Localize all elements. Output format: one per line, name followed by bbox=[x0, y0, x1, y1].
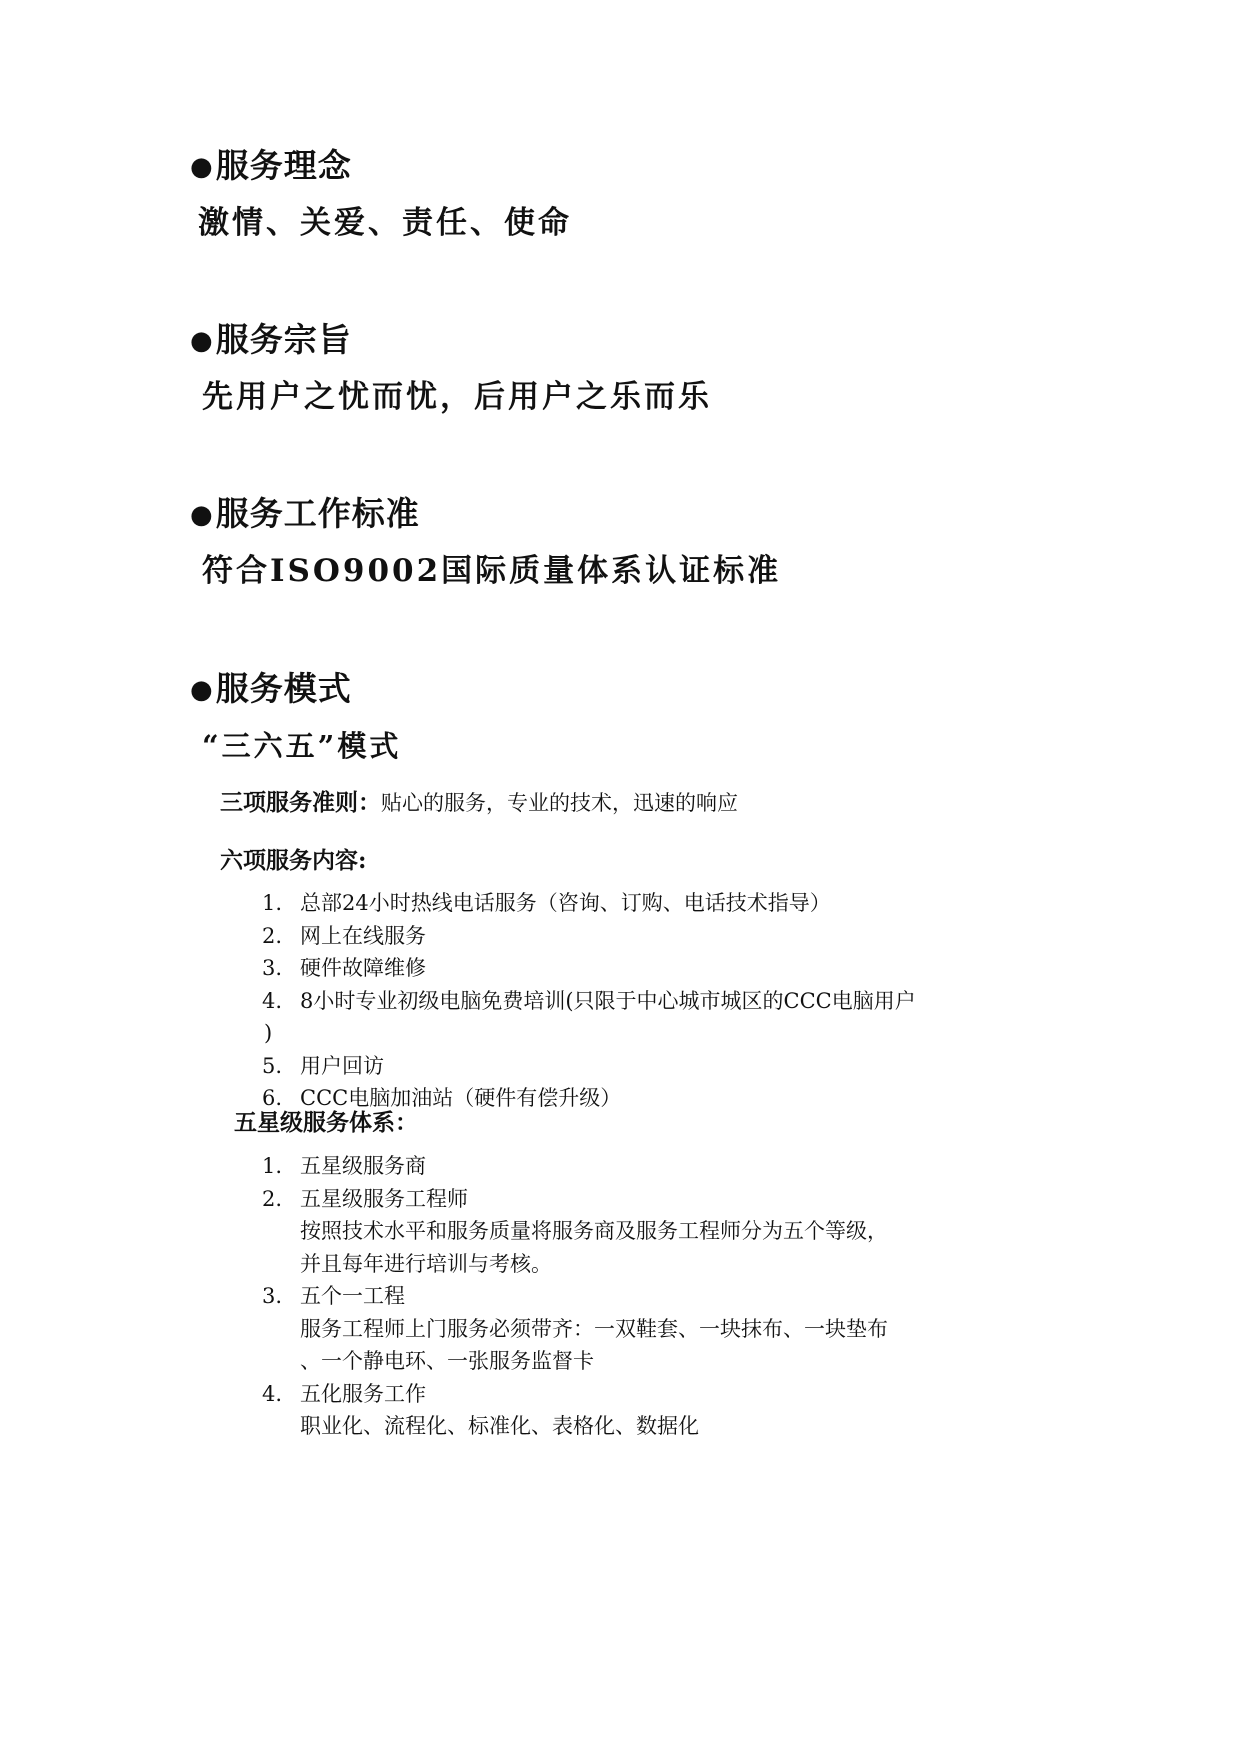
list-text: 五星级服务工程师 bbox=[300, 1186, 468, 1211]
list-item bbox=[262, 887, 1060, 920]
list-description: 、一个静电环、一张服务监督卡 bbox=[300, 1349, 594, 1373]
list-number: 2. bbox=[262, 1186, 283, 1211]
bullet-icon: ● bbox=[190, 152, 214, 182]
list-text: 8小时专业初级电脑免费培训(只限于中心城市城区的CCC电脑用户 bbox=[300, 988, 916, 1013]
list-text: 硬件故障维修 bbox=[300, 956, 426, 980]
list-text-wrap: ) bbox=[264, 1021, 273, 1045]
five-star-list bbox=[262, 1150, 1060, 1443]
bullet-icon: ● bbox=[190, 326, 214, 356]
list-text: 总部24小时热线电话服务（咨询、订购、电话技术指导） bbox=[300, 891, 831, 915]
service-contents-list bbox=[262, 887, 1060, 1115]
heading-text: 服务模式 bbox=[215, 669, 352, 708]
purpose-text: 先用户之忧而忧，后用户之乐而乐 bbox=[202, 379, 712, 415]
list-description: 服务工程师上门服务必须带齐：一双鞋套、一块抹布、一块垫布 bbox=[300, 1316, 888, 1341]
list-item bbox=[262, 1378, 1060, 1443]
list-item bbox=[262, 952, 1060, 985]
list-number: 3. bbox=[262, 956, 283, 980]
bullet-icon: ● bbox=[190, 675, 214, 705]
list-item bbox=[262, 1183, 1060, 1281]
list-number: 2. bbox=[262, 923, 283, 948]
standard-text: 符合ISO9002国际质量体系认证标准 bbox=[202, 553, 782, 589]
mode-subtitle: “三六五”模式 bbox=[202, 729, 402, 763]
list-item bbox=[262, 1050, 1060, 1083]
list-description: 并且每年进行培训与考核。 bbox=[300, 1251, 552, 1276]
bullet-icon: ● bbox=[190, 500, 214, 530]
list-description: 职业化、流程化、标准化、表格化、数据化 bbox=[300, 1414, 699, 1438]
list-text: 五个一工程 bbox=[300, 1284, 405, 1308]
contents-label: 六项服务内容: bbox=[220, 847, 367, 874]
list-text: CCC电脑加油站（硬件有偿升级） bbox=[300, 1086, 622, 1110]
five-star-label: 五星级服务体系： bbox=[234, 1109, 418, 1136]
list-number: 3. bbox=[262, 1284, 283, 1308]
list-item bbox=[262, 1150, 1060, 1183]
list-text: 五星级服务商 bbox=[300, 1154, 426, 1178]
philosophy-text: 激情、关爱、责任、使命 bbox=[198, 205, 572, 241]
list-number: 1. bbox=[262, 1154, 283, 1178]
section-heading-standard bbox=[190, 494, 420, 535]
principles-text: 贴心的服务，专业的技术，迅速的响应 bbox=[381, 791, 738, 815]
list-item bbox=[262, 920, 1060, 953]
list-item bbox=[262, 1280, 1060, 1378]
list-text: 五化服务工作 bbox=[300, 1381, 426, 1406]
section-heading-philosophy bbox=[190, 146, 352, 187]
list-description: 按照技术水平和服务质量将服务商及服务工程师分为五个等级， bbox=[300, 1219, 888, 1243]
list-number: 4. bbox=[262, 1381, 283, 1406]
list-text: 用户回访 bbox=[300, 1053, 384, 1078]
list-number: 1. bbox=[262, 891, 283, 915]
list-number: 5. bbox=[262, 1053, 283, 1078]
list-number: 4. bbox=[262, 988, 283, 1013]
principles-line bbox=[220, 788, 738, 818]
heading-text: 服务宗旨 bbox=[215, 320, 352, 359]
section-heading-purpose bbox=[190, 320, 352, 361]
list-number: 6. bbox=[262, 1086, 283, 1110]
principles-label: 三项服务准则： bbox=[220, 789, 381, 816]
heading-text: 服务工作标准 bbox=[215, 494, 420, 533]
list-item bbox=[262, 985, 1060, 1050]
list-text: 网上在线服务 bbox=[300, 923, 426, 948]
section-heading-mode bbox=[190, 669, 352, 710]
heading-text: 服务理念 bbox=[215, 146, 352, 185]
